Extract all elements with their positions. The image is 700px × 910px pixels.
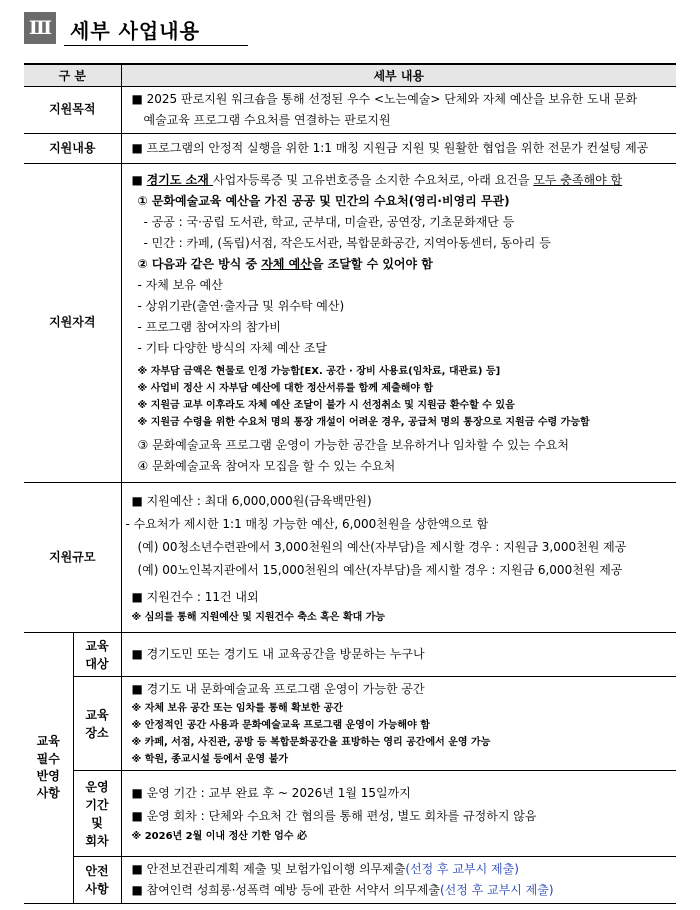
qualification-item-1: ① 문화예술교육 예산을 가진 공공 및 민간의 수요처(영리·비영리 무관) [137,193,510,208]
edu-place-note-3: ※ 카페, 서점, 사진관, 공방 등 복합문화공간을 표방하는 영리 공간에서 운영 가능 [131,737,491,748]
education-label-line-2: 필수 [36,751,60,766]
details-table [24,63,676,904]
header-category: 구 분 [24,64,121,87]
edu-period-content [121,771,676,857]
item-2-text-c: 을 조달할 수 있어야 함 [311,256,433,271]
scale-example-1: (예) 00청소년수련관에서 3,000천원의 예산(자부담)을 제시할 경우 : 지원금 3,000천원 제공 [137,539,627,554]
edu-place-label-line-1: 교육 [85,707,109,722]
scale-example-2: (예) 00노인복지관에서 15,000천원의 예산(자부담)을 제시할 경우 : 지원금 6,000천원 제공 [137,562,623,577]
safety-line-1-note: (선정 후 교부시 제출) [405,862,519,876]
qualification-intro-text: 사업자등록증 및 고유번호증을 소지한 수요처로, 아래 요건을 [212,172,534,187]
gyeonggi-emphasis: 경기도 소재 [146,172,213,187]
bullet: ■ [131,172,147,187]
edu-period-line-1: ■ 운영 기간 : 교부 완료 후 ~ 2026년 1월 15일까지 [131,786,411,800]
row-edu-target [24,633,676,677]
edu-safety-line-2 [132,880,671,901]
edu-place-note-4: ※ 학원, 종교시설 등에서 운영 불가 [131,754,289,765]
edu-period-label-line-3: 및 [91,815,103,830]
section-number-badge: Ⅲ [24,12,56,44]
edu-period-note: ※ 2026년 2월 이내 정산 기한 엄수 必 [131,831,307,842]
row-purpose [24,87,676,134]
section-title: 세부 사업내용 [70,19,200,43]
edu-place-line-1: ■ 경기도 내 문화예술교육 프로그램 운영이 가능한 공간 [131,682,425,696]
row-edu-safety [24,857,676,904]
edu-place-content [121,677,676,771]
edu-safety-label-line-1: 안전 [85,864,109,878]
support-content-content [121,134,676,164]
scale-line-5: ■ 지원건수 : 11건 내외 [131,589,259,604]
edu-target-label-line-2: 대상 [85,656,109,671]
qualification-intro [132,170,671,191]
scale-note: ※ 심의를 통해 지원예산 및 지원건수 축소 혹은 확대 가능 [131,611,386,623]
section-title-underline [64,45,248,46]
edu-target-label-line-1: 교육 [85,638,109,653]
qualification-note-4: ※ 지원금 수령을 위한 수요처 명의 통장 개설이 어려운 경우, 공급처 명의 통장으로 지원금 수령 가능함 [137,416,590,428]
edu-target-line-1: ■ 경기도민 또는 경기도 내 교육공간을 방문하는 누구나 [131,647,425,661]
scale-label: 지원규모 [24,483,121,633]
own-budget-emphasis: 자체 예산 [261,256,312,271]
row-edu-place [24,677,676,771]
qualification-item-2-parent: - 상위기관(출연·출자금 및 위수탁 예산) [137,298,345,313]
edu-period-label-line-1: 운영 [85,779,109,794]
purpose-line-1: ■ 2025 판로지원 워크숍을 통해 선정된 우수 <노는예술> 단체와 자체 예산을 보유한 도내 문화 [131,92,638,106]
safety-line-2-note: (선정 후 교부시 제출) [439,883,554,897]
edu-safety-line-1 [132,859,671,880]
edu-place-note-2: ※ 안정적인 공간 사용과 문화예술교육 프로그램 운영이 가능해야 함 [131,720,430,731]
education-label-line-1: 교육 [36,734,60,749]
qualification-item-2 [132,254,671,275]
edu-period-label [73,771,121,857]
row-qualification [24,164,676,483]
row-scale [24,483,676,633]
safety-line-1-text: ■ 안전보건관리계획 제출 및 보험가입이행 의무제출 [131,862,406,876]
qualification-item-1-private: - 민간 : 카페, (독립)서점, 작은도서관, 복합문화공간, 지역아동센터, 동아리 등 [143,235,551,250]
support-content-line-1: ■ 프로그램의 안정적 실행을 위한 1:1 매칭 지원금 지원 및 원활한 협업을 위한 전문가 컨설팅 제공 [131,141,649,155]
row-support-content [24,134,676,164]
education-requirements-label [24,633,73,904]
qualification-item-2-other: - 기타 다양한 방식의 자체 예산 조달 [137,340,328,355]
qualification-note-2: ※ 사업비 정산 시 자부담 예산에 대한 정산서류를 함께 제출해야 함 [137,382,434,394]
purpose-line-2: 예술교육 프로그램 수요처를 연결하는 판로지원 [143,113,391,127]
edu-place-note-1: ※ 자체 보유 공간 또는 임차를 통해 확보한 공간 [131,703,343,714]
edu-period-line-2: ■ 운영 회차 : 단체와 수요처 간 협의를 통해 편성, 별도 회차를 규정하지 않음 [131,809,537,823]
qualification-note-3: ※ 지원금 교부 이후라도 자체 예산 조달이 불가 시 선정취소 및 지원금 환수할 수 있음 [137,399,515,411]
scale-line-2: - 수요처가 제시한 1:1 매칭 가능한 예산, 6,000천원을 상한액으로 함 [125,516,489,531]
qualification-label: 지원자격 [24,164,121,483]
edu-safety-content [121,857,676,904]
all-requirements-emphasis: 모두 충족해야 함 [533,172,623,187]
qualification-item-2-own: - 자체 보유 예산 [137,277,223,292]
qualification-item-1-public: - 공공 : 국·공립 도서관, 학교, 군부대, 미술관, 공연장, 기초문화재단 등 [143,214,515,229]
section-heading [24,12,234,46]
qualification-item-2-fee: - 프로그램 참여자의 참가비 [137,319,281,334]
edu-target-content [121,633,676,677]
edu-place-label [73,677,121,771]
qualification-note-1: ※ 자부담 금액은 현물로 인정 가능함[EX. 공간 · 장비 사용료(임차료, 대관료) 등] [137,365,501,377]
safety-line-2-text: ■ 참여인력 성희롱·성폭력 예방 등에 관한 서약서 의무제출 [131,883,440,897]
header-details: 세부 내용 [121,64,676,87]
table-header-row [24,64,676,87]
qualification-item-4: ④ 문화예술교육 참여자 모집을 할 수 있는 수요처 [137,458,396,473]
row-edu-period [24,771,676,857]
qualification-item-3: ③ 문화예술교육 프로그램 운영이 가능한 공간을 보유하거나 임차할 수 있는 수요처 [137,437,569,452]
education-label-line-3: 반영 [36,769,60,783]
support-content-label: 지원내용 [24,134,121,164]
edu-period-label-line-2: 기간 [85,797,109,812]
qualification-content [121,164,676,483]
item-2-text-a: ② 다음과 같은 방식 중 [137,256,262,271]
education-label-line-4: 사항 [36,786,60,801]
purpose-content [121,87,676,134]
edu-period-label-line-4: 회차 [85,833,109,848]
edu-place-label-line-2: 장소 [85,725,109,740]
edu-target-label [73,633,121,677]
purpose-label: 지원목적 [24,87,121,134]
edu-safety-label [73,857,121,904]
edu-safety-label-line-2: 사항 [85,882,109,896]
scale-line-1: ■ 지원예산 : 최대 6,000,000원(금육백만원) [131,493,372,508]
scale-content [121,483,676,633]
